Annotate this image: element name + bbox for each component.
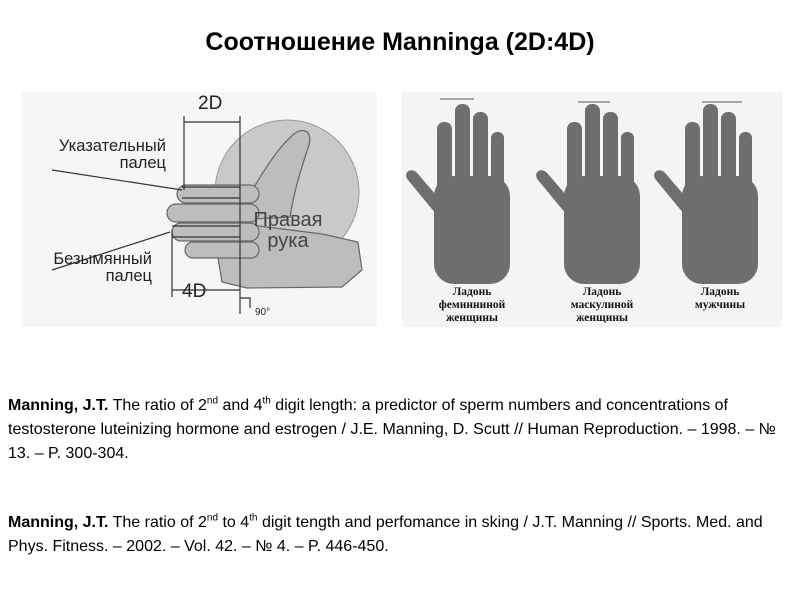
reference-1-text-a: The ratio of 2 xyxy=(108,397,207,414)
reference-1-author: Manning, J.T. xyxy=(8,397,109,414)
index-finger-label xyxy=(26,138,166,173)
caption-1-line-2: феминниной xyxy=(438,299,506,312)
caption-2-line-1: Ладонь xyxy=(582,286,622,298)
caption-3-line-2: мужчины xyxy=(694,299,746,312)
angle-label: 90° xyxy=(255,307,271,318)
reference-2-sup-a: nd xyxy=(206,512,219,524)
caption-2-line-2: маскулиной xyxy=(570,299,634,312)
caption-2-line-3: женщины xyxy=(576,312,628,325)
ring-finger-line-2: палец xyxy=(105,267,152,286)
palm-masculine-woman xyxy=(536,104,640,284)
finger-tip-markers xyxy=(440,99,742,102)
reference-1-text-b: and 4 xyxy=(218,397,263,414)
right-hand-line-1: Правая xyxy=(253,209,323,231)
ring-finger-line-1: Безымянный xyxy=(53,250,152,268)
reference-2-text-c: digit tength and perfomance in sking / J.T. Manning // Sports. Med. and Phys. Fitness. – 2002. – Vol. 42. – № 4. – P. 446-450. xyxy=(8,514,763,555)
reference-1-sup-a: nd xyxy=(206,395,219,407)
right-hand-line-2: рука xyxy=(267,230,309,252)
index-finger-line-2: палец xyxy=(119,154,166,173)
label-4d: 4D xyxy=(182,281,207,302)
palm-feminine-woman xyxy=(406,104,510,284)
palm-comparison-figure xyxy=(402,92,782,327)
caption-masculine-woman xyxy=(546,286,658,326)
palm-man xyxy=(654,104,758,284)
right-hand-label xyxy=(250,210,326,252)
reference-2-sup-b: th xyxy=(249,512,258,524)
reference-2-text-b: to 4 xyxy=(218,514,250,531)
reference-1-sup-b: th xyxy=(262,395,271,407)
reference-1 xyxy=(8,394,798,466)
reference-1-text-c: digit length: a predictor of sperm numbers and concentrations of testosterone luteinizing hormone and estrogen / J.E. Manning, D. Scutt // Human Reproduction. – 1998. – № 13. – P. 300-304. xyxy=(8,397,776,462)
page-title: Соотношение Manninga (2D:4D) xyxy=(205,28,595,56)
reference-2-text-a: The ratio of 2 xyxy=(108,514,207,531)
caption-1-line-3: женщины xyxy=(446,312,498,325)
caption-1-line-1: Ладонь xyxy=(452,286,492,298)
reference-2-author: Manning, J.T. xyxy=(8,514,109,531)
caption-man xyxy=(664,286,776,312)
index-finger-line-1: Указательный xyxy=(58,137,166,155)
caption-3-line-1: Ладонь xyxy=(700,286,740,298)
caption-feminine-woman xyxy=(416,286,528,326)
hand-measurement-diagram xyxy=(22,92,377,327)
ring-finger-label xyxy=(26,251,152,286)
label-2d: 2D xyxy=(198,93,223,114)
reference-2 xyxy=(8,511,798,559)
